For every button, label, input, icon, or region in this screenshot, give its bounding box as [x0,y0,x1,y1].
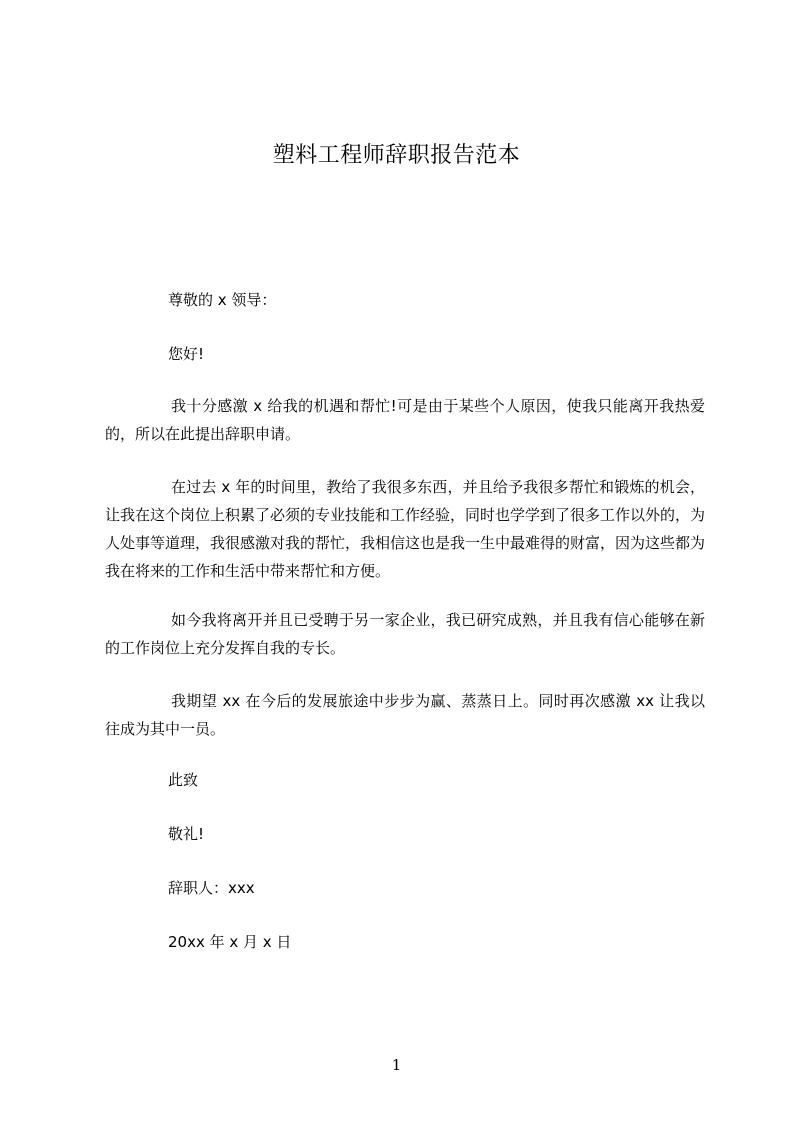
body-paragraph-4: 我期望 xx 在今后的发展旅途中步步为赢、蒸蒸日上。同时再次感激 xx 让我以往成为其中一员。 [105,692,705,738]
body-paragraph-1: 我十分感激 x 给我的机遇和帮忙!可是由于某些个人原因，使我只能离开我热爱的，所以在此提出辞职申请。 [105,397,705,443]
closing: 此致 [168,771,199,789]
regards: 敬礼! [168,825,205,843]
greeting: 您好! [168,345,205,363]
signature: 辞职人：xxx [168,879,255,897]
document-title: 塑料工程师辞职报告范本 [272,143,521,168]
body-paragraph-2: 在过去 x 年的时间里，教给了我很多东西，并且给予我很多帮忙和锻炼的机会，让我在这个岗位上积累了必须的专业技能和工作经验，同时也学学到了很多工作以外的，为人处事等道理，我很感激对我的帮忙，我相信这也是我一生中最难得的财富，因为这些都为我在将来的工作和生活中带来帮忙和方便。 [105,478,706,580]
body-paragraph-3: 如今我将离开并且已受聘于另一家企业，我已研究成熟，并且我有信心能够在新的工作岗位上充分发挥自我的专长。 [105,611,705,657]
date: 20xx 年 x 月 x 日 [168,933,292,951]
salutation: 尊敬的 x 领导： [168,291,277,309]
page-number: 1 [391,1056,402,1074]
